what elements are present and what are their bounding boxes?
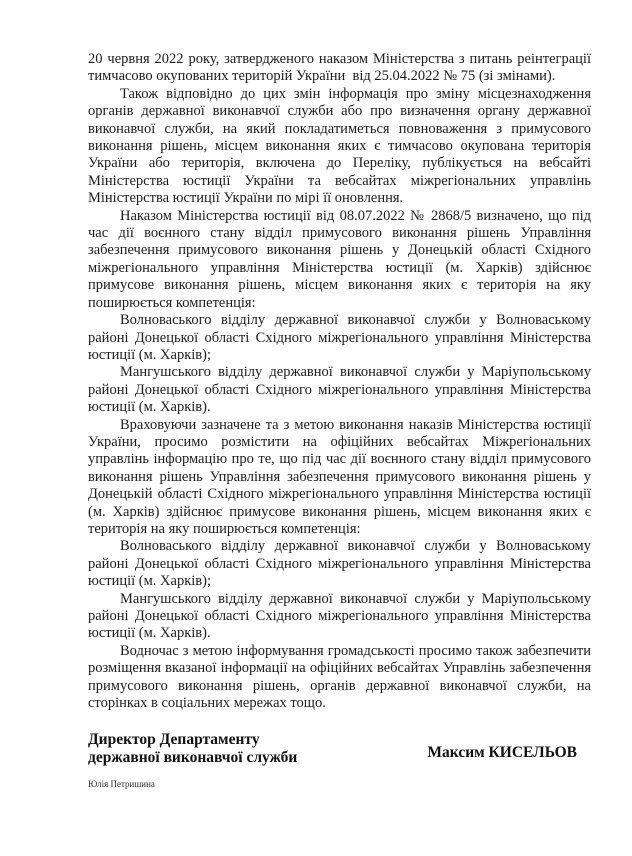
document-body-text (88, 51, 591, 712)
signatory-title-line-1: Директор Департаменту (88, 731, 260, 748)
paragraph: Також відповідно до цих змін інформація про зміну місцезнаходження органів державної виконавчої служби або про визначення органу державної виконавчої служби, на який покладатиметься повноваження з примусового виконання рішень, місцем виконання яких є тимчасово окупована територія України або територія, включена до Переліку, публікується на вебсайті Міністерства юстиції України та вебсайтах міжрегіональних управлінь Міністерства юстиції України по мірі її оновлення. (88, 85, 591, 207)
list-item-paragraph: Мангушського відділу державної виконавчої служби у Маріупольському районі Донецької області Східного міжрегіонального управління Міністерства юстиції (м. Харків). (88, 364, 591, 416)
list-item-paragraph: Волноваського відділу державної виконавчої служби у Волноваському районі Донецької області Східного міжрегіонального управління Міністерства юстиції (м. Харків); (88, 538, 591, 590)
signature-block (88, 731, 591, 766)
executor-note: Юлія Петришина (88, 779, 155, 789)
list-item-paragraph: Мангушського відділу державної виконавчої служби у Маріупольському районі Донецької області Східного міжрегіонального управління Міністерства юстиції (м. Харків). (88, 590, 591, 642)
paragraph: 20 червня 2022 року, затвердженого наказом Міністерства з питань реінтеграції тимчасово окупованих територій України від 25.04.2022 № 75 (зі змінами). (88, 51, 591, 85)
paragraph: Враховуючи зазначене та з метою виконання наказів Міністерства юстиції України, просимо розмістити на офіційних вебсайтах Міжрегіональних управлінь інформацію про те, що під час дії воєнного стану відділ примусового виконання рішень Управління забезпечення примусового виконання рішень у Донецькій області Східного міжрегіонального управління Міністерства юстиції (м. Харків) здійснює примусове виконання рішень, місцем виконання яких є територія на яку поширюється компетенція: (88, 416, 591, 537)
paragraph: Водночас з метою інформування громадськості просимо також забезпечити розміщення вказаної інформації на офіційних вебсайтах Управлінь забезпечення примусового виконання рішень, органів державної виконавчої служби, на сторінках в соціальних мережах тощо. (88, 642, 591, 712)
list-item-paragraph: Волноваського відділу державної виконавчої служби у Волноваському районі Донецької області Східного міжрегіонального управління Міністерства юстиції (м. Харків); (88, 312, 591, 363)
signatory-title-line-2: державної виконавчої служби (88, 748, 298, 766)
signatory-name: Максим КИСЕЛЬОВ (427, 744, 577, 761)
paragraph: Наказом Міністерства юстиції від 08.07.2022 № 2868/5 визначено, що під час дії воєнного стану відділ примусового виконання рішень Управління забезпечення примусового виконання рішень у Донецькій області Східного міжрегіонального управління Міністерства юстиції (м. Харків) здійснює примусове виконання рішень, місцем виконання яких є територія на яку поширюється компетенція: (88, 207, 591, 311)
